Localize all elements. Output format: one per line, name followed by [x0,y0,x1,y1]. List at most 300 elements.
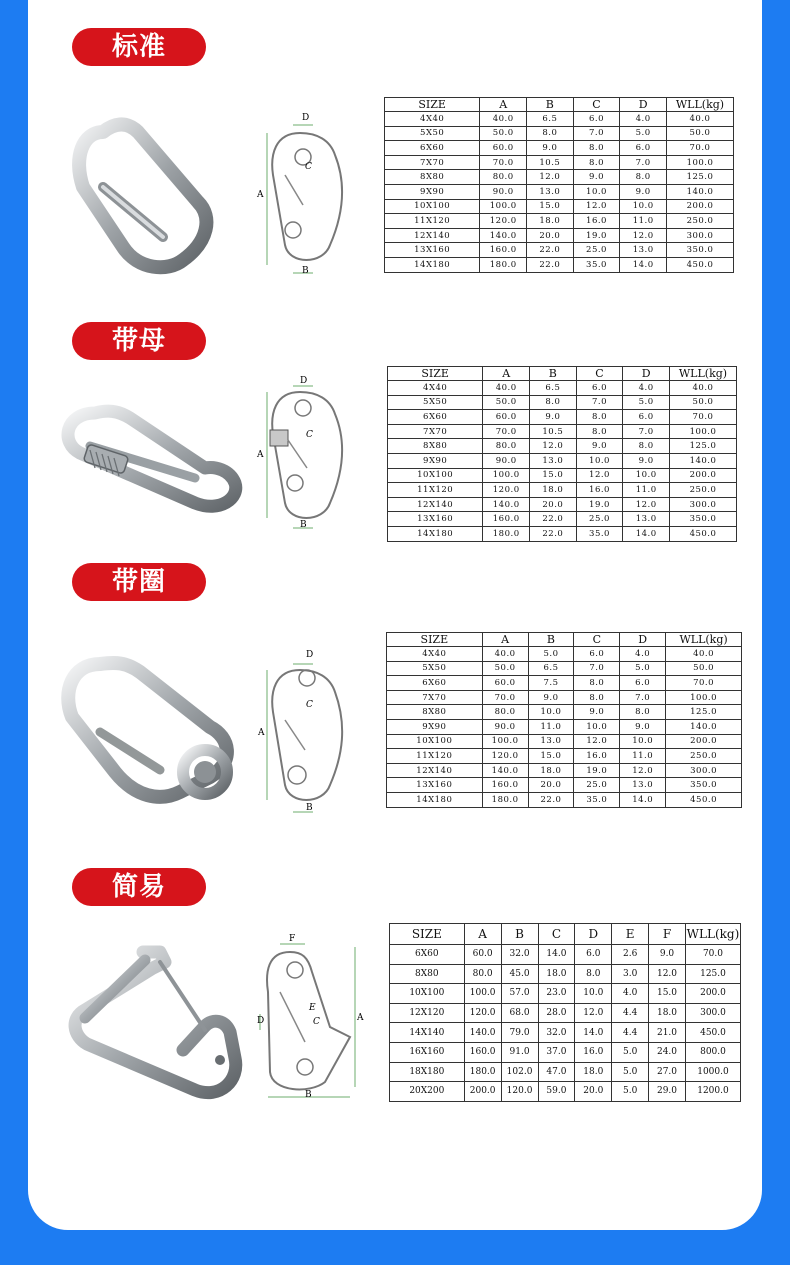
table-cell: 12.0 [623,497,670,512]
table-cell: 22.0 [530,526,577,541]
dim-label-a: A [357,1013,364,1023]
dim-label-b: B [302,266,309,276]
table-cell: 100.0 [482,734,528,749]
table-cell: 6X60 [387,676,483,691]
table-cell: 79.0 [501,1023,538,1043]
table-cell: 10X100 [390,984,465,1004]
dim-label-c: C [305,162,312,172]
table-cell: 200.0 [666,734,742,749]
table-cell: 13.0 [528,734,574,749]
table-cell: 70.0 [666,141,733,156]
table-row [390,1082,741,1102]
table-cell: 10.0 [620,199,667,214]
table-cell: 140.0 [480,228,527,243]
simple-dimension-drawing [250,932,365,1107]
table-cell: 40.0 [482,647,528,662]
table-cell: 8X80 [390,964,465,984]
col-header: D [623,367,670,381]
table-cell: 13X160 [388,512,483,527]
table-cell: 10.0 [576,453,623,468]
table-cell: 200.0 [666,199,733,214]
table-cell: 40.0 [666,112,733,127]
table-cell: 8.0 [530,395,577,410]
table-cell: 9X90 [385,184,480,199]
table-cell: 9.0 [620,184,667,199]
table-cell: 12X140 [385,228,480,243]
table-cell: 13.0 [527,184,574,199]
table-row [388,410,737,425]
table-cell: 13X160 [387,778,483,793]
table-cell: 3.0 [612,964,649,984]
table-cell: 5.0 [528,647,574,662]
section-tag-simple: 简易 [72,868,206,906]
table-cell: 14.0 [623,526,670,541]
section-tag-ring: 带圈 [72,563,206,601]
table-cell: 160.0 [480,243,527,258]
table-cell: 50.0 [480,126,527,141]
table-row [385,199,734,214]
table-cell: 125.0 [666,705,742,720]
table-cell: 6X60 [385,141,480,156]
table-row [388,381,737,396]
col-header: SIZE [388,367,483,381]
table-cell: 7X70 [388,424,483,439]
table-cell: 200.0 [669,468,736,483]
table-cell: 10X100 [388,468,483,483]
col-header: A [483,367,530,381]
table-cell: 13X160 [385,243,480,258]
table-cell: 22.0 [527,257,574,272]
table-cell: 4X40 [385,112,480,127]
table-cell: 6.5 [528,661,574,676]
table-cell: 4.4 [612,1023,649,1043]
table-cell: 5.0 [612,1042,649,1062]
table-row [387,792,742,807]
table-cell: 80.0 [480,170,527,185]
table-cell: 7.0 [576,395,623,410]
table-cell: 1200.0 [685,1082,740,1102]
dim-label-d: D [300,376,308,386]
col-header: B [527,98,574,112]
table-row [385,141,734,156]
table-cell: 16.0 [576,483,623,498]
table-cell: 14.0 [620,792,666,807]
table-cell: 7.0 [620,690,666,705]
table-row [390,1023,741,1043]
table-cell: 6.5 [527,112,574,127]
table-cell: 4.4 [612,1003,649,1023]
table-cell: 180.0 [480,257,527,272]
table-row [387,690,742,705]
table-cell: 180.0 [482,792,528,807]
table-cell: 8.0 [573,141,620,156]
dim-label-d: D [257,1016,265,1026]
table-cell: 8.0 [573,155,620,170]
table-cell: 125.0 [666,170,733,185]
table-cell: 60.0 [483,410,530,425]
table-cell: 18.0 [530,483,577,498]
table-cell: 120.0 [480,214,527,229]
table-cell: 4.0 [620,647,666,662]
col-header: A [464,924,501,945]
table-row [387,719,742,734]
table-cell: 160.0 [464,1042,501,1062]
table-cell: 28.0 [538,1003,575,1023]
table-cell: 140.0 [464,1023,501,1043]
table-cell: 8.0 [575,964,612,984]
table-cell: 12.0 [573,199,620,214]
table-cell: 6.5 [530,381,577,396]
table-cell: 9.0 [623,453,670,468]
table-cell: 125.0 [669,439,736,454]
table-cell: 12X140 [388,497,483,512]
table-header-row [387,633,742,647]
table-cell: 25.0 [574,778,620,793]
table-cell: 70.0 [669,410,736,425]
table-cell: 7.5 [528,676,574,691]
table-cell: 13.0 [530,453,577,468]
table-cell: 18.0 [649,1003,686,1023]
table-cell: 100.0 [483,468,530,483]
table-row [388,395,737,410]
col-header: E [612,924,649,945]
col-header: C [576,367,623,381]
table-cell: 16X160 [390,1042,465,1062]
col-header: SIZE [390,924,465,945]
table-cell: 15.0 [528,749,574,764]
table-cell: 6.0 [620,676,666,691]
table-cell: 100.0 [669,424,736,439]
table-cell: 350.0 [669,512,736,527]
table-cell: 450.0 [666,792,742,807]
table-cell: 40.0 [669,381,736,396]
table-cell: 60.0 [480,141,527,156]
table-cell: 120.0 [483,483,530,498]
col-header: A [480,98,527,112]
table-cell: 12X120 [390,1003,465,1023]
table-cell: 16.0 [573,214,620,229]
table-cell: 5.0 [612,1062,649,1082]
table-cell: 5X50 [385,126,480,141]
table-row [385,170,734,185]
table-cell: 32.0 [538,1023,575,1043]
table-cell: 15.0 [530,468,577,483]
col-header: B [501,924,538,945]
table-row [388,439,737,454]
table-cell: 20.0 [527,228,574,243]
table-cell: 6.0 [574,647,620,662]
table-row [387,734,742,749]
table-cell: 9.0 [530,410,577,425]
table-cell: 450.0 [666,257,733,272]
table-cell: 8X80 [385,170,480,185]
col-header: B [530,367,577,381]
table-cell: 9.0 [573,170,620,185]
table-row [385,112,734,127]
table-cell: 27.0 [649,1062,686,1082]
table-cell: 68.0 [501,1003,538,1023]
table-row [388,526,737,541]
table-cell: 8X80 [387,705,483,720]
col-header: F [649,924,686,945]
standard-dimension-drawing [255,115,355,280]
table-cell: 70.0 [482,690,528,705]
table-row [387,763,742,778]
spec-table-standard [384,97,734,273]
table-cell: 70.0 [483,424,530,439]
table-cell: 9.0 [576,439,623,454]
table-cell: 250.0 [666,214,733,229]
table-cell: 6.0 [623,410,670,425]
table-cell: 12X140 [387,763,483,778]
table-cell: 40.0 [483,381,530,396]
col-header: WLL(kg) [669,367,736,381]
table-cell: 350.0 [666,778,742,793]
table-cell: 250.0 [669,483,736,498]
table-row [385,184,734,199]
table-cell: 200.0 [685,984,740,1004]
nut-snap-hook-photo [55,398,250,518]
table-cell: 450.0 [669,526,736,541]
table-cell: 140.0 [483,497,530,512]
table-row [388,483,737,498]
table-cell: 6.0 [573,112,620,127]
table-row [385,228,734,243]
table-cell: 7.0 [573,126,620,141]
table-cell: 13.0 [620,243,667,258]
table-cell: 12.0 [575,1003,612,1023]
table-cell: 70.0 [685,945,740,965]
table-row [388,453,737,468]
table-cell: 4.0 [620,112,667,127]
table-row [385,126,734,141]
table-row [390,984,741,1004]
table-cell: 8.0 [620,170,667,185]
table-cell: 37.0 [538,1042,575,1062]
table-cell: 100.0 [480,199,527,214]
dim-label-f: F [289,934,296,944]
table-row [390,1062,741,1082]
table-cell: 120.0 [501,1082,538,1102]
table-cell: 59.0 [538,1082,575,1102]
table-cell: 180.0 [483,526,530,541]
table-cell: 35.0 [574,792,620,807]
table-cell: 13.0 [623,512,670,527]
table-cell: 35.0 [576,526,623,541]
table-cell: 18.0 [528,763,574,778]
table-cell: 50.0 [666,661,742,676]
ring-dimension-drawing [255,650,355,820]
table-row [388,468,737,483]
table-cell: 100.0 [666,155,733,170]
col-header: D [620,98,667,112]
table-cell: 22.0 [530,512,577,527]
table-cell: 80.0 [464,964,501,984]
spec-table-ring [386,632,742,808]
table-cell: 9X90 [388,453,483,468]
table-cell: 14.0 [575,1023,612,1043]
table-cell: 160.0 [483,512,530,527]
dim-label-c: C [313,1017,320,1027]
table-cell: 4X40 [388,381,483,396]
table-cell: 20.0 [528,778,574,793]
table-cell: 250.0 [666,749,742,764]
table-cell: 160.0 [482,778,528,793]
table-cell: 60.0 [464,945,501,965]
table-row [387,661,742,676]
table-cell: 8.0 [574,676,620,691]
table-cell: 9.0 [649,945,686,965]
table-cell: 8.0 [527,126,574,141]
dim-label-b: B [306,803,313,813]
table-cell: 9.0 [620,719,666,734]
table-cell: 7X70 [385,155,480,170]
table-cell: 102.0 [501,1062,538,1082]
table-cell: 32.0 [501,945,538,965]
table-row [387,778,742,793]
col-header: SIZE [387,633,483,647]
table-cell: 14X180 [385,257,480,272]
table-cell: 47.0 [538,1062,575,1082]
table-cell: 11.0 [620,214,667,229]
table-cell: 10.5 [530,424,577,439]
table-cell: 7.0 [620,155,667,170]
table-cell: 40.0 [480,112,527,127]
table-cell: 10.0 [575,984,612,1004]
table-cell: 4.0 [623,381,670,396]
table-cell: 15.0 [527,199,574,214]
table-cell: 12.0 [620,763,666,778]
table-cell: 50.0 [666,126,733,141]
section-tag-standard: 标准 [72,28,206,66]
table-cell: 60.0 [482,676,528,691]
dim-label-b: B [305,1090,312,1100]
table-cell: 9X90 [387,719,483,734]
dim-label-c: C [306,700,313,710]
table-cell: 12.0 [649,964,686,984]
table-cell: 57.0 [501,984,538,1004]
dim-label-a: A [257,450,264,460]
table-cell: 14.0 [620,257,667,272]
standard-snap-hook-photo [68,112,228,277]
table-cell: 19.0 [574,763,620,778]
table-row [388,497,737,512]
table-cell: 20X200 [390,1082,465,1102]
table-cell: 13.0 [620,778,666,793]
table-cell: 10.0 [620,734,666,749]
table-cell: 8.0 [576,424,623,439]
table-cell: 15.0 [649,984,686,1004]
table-cell: 5.0 [620,126,667,141]
col-header: C [538,924,575,945]
table-cell: 45.0 [501,964,538,984]
table-cell: 10.0 [573,184,620,199]
table-cell: 8.0 [620,705,666,720]
table-cell: 20.0 [575,1082,612,1102]
table-cell: 90.0 [482,719,528,734]
col-header: C [574,633,620,647]
table-cell: 12.0 [530,439,577,454]
dim-label-d: D [302,113,310,123]
table-row [387,749,742,764]
spec-table-nut [387,366,737,542]
nut-dimension-drawing [255,378,355,536]
ring-snap-hook-photo [60,652,240,812]
table-row [390,964,741,984]
spec-table-simple [389,923,741,1102]
table-cell: 10X100 [387,734,483,749]
table-cell: 9.0 [574,705,620,720]
dim-label-d: D [306,650,314,660]
table-cell: 18.0 [538,964,575,984]
table-cell: 9.0 [528,690,574,705]
table-cell: 5.0 [620,661,666,676]
table-row [390,1003,741,1023]
simple-snap-hook-photo [65,940,250,1102]
table-cell: 22.0 [527,243,574,258]
table-cell: 11.0 [528,719,574,734]
table-cell: 350.0 [666,243,733,258]
col-header: A [482,633,528,647]
table-cell: 12.0 [620,228,667,243]
table-cell: 25.0 [573,243,620,258]
table-cell: 12.0 [576,468,623,483]
table-cell: 6X60 [390,945,465,965]
table-cell: 140.0 [482,763,528,778]
table-cell: 19.0 [573,228,620,243]
table-cell: 25.0 [576,512,623,527]
table-cell: 11X120 [385,214,480,229]
table-row [388,424,737,439]
table-cell: 10X100 [385,199,480,214]
table-cell: 19.0 [576,497,623,512]
table-cell: 90.0 [480,184,527,199]
table-cell: 23.0 [538,984,575,1004]
table-row [387,676,742,691]
table-cell: 7X70 [387,690,483,705]
table-cell: 10.0 [528,705,574,720]
table-cell: 18X180 [390,1062,465,1082]
table-cell: 40.0 [666,647,742,662]
table-cell: 35.0 [573,257,620,272]
table-cell: 14.0 [538,945,575,965]
table-cell: 6.0 [575,945,612,965]
table-cell: 8.0 [623,439,670,454]
table-cell: 300.0 [666,763,742,778]
table-cell: 50.0 [482,661,528,676]
table-cell: 14X180 [388,526,483,541]
table-cell: 120.0 [482,749,528,764]
table-cell: 11.0 [620,749,666,764]
table-row [385,155,734,170]
table-cell: 50.0 [483,395,530,410]
table-cell: 11.0 [623,483,670,498]
table-cell: 80.0 [482,705,528,720]
table-row [387,647,742,662]
dim-label-c: C [306,430,313,440]
table-cell: 18.0 [575,1062,612,1082]
dim-label-a: A [257,190,264,200]
table-cell: 8X80 [388,439,483,454]
table-row [385,243,734,258]
table-cell: 140.0 [669,453,736,468]
col-header: D [620,633,666,647]
table-cell: 70.0 [666,676,742,691]
table-cell: 8.0 [574,690,620,705]
table-cell: 8.0 [576,410,623,425]
section-tag-nut: 带母 [72,322,206,360]
table-header-row [390,924,741,945]
